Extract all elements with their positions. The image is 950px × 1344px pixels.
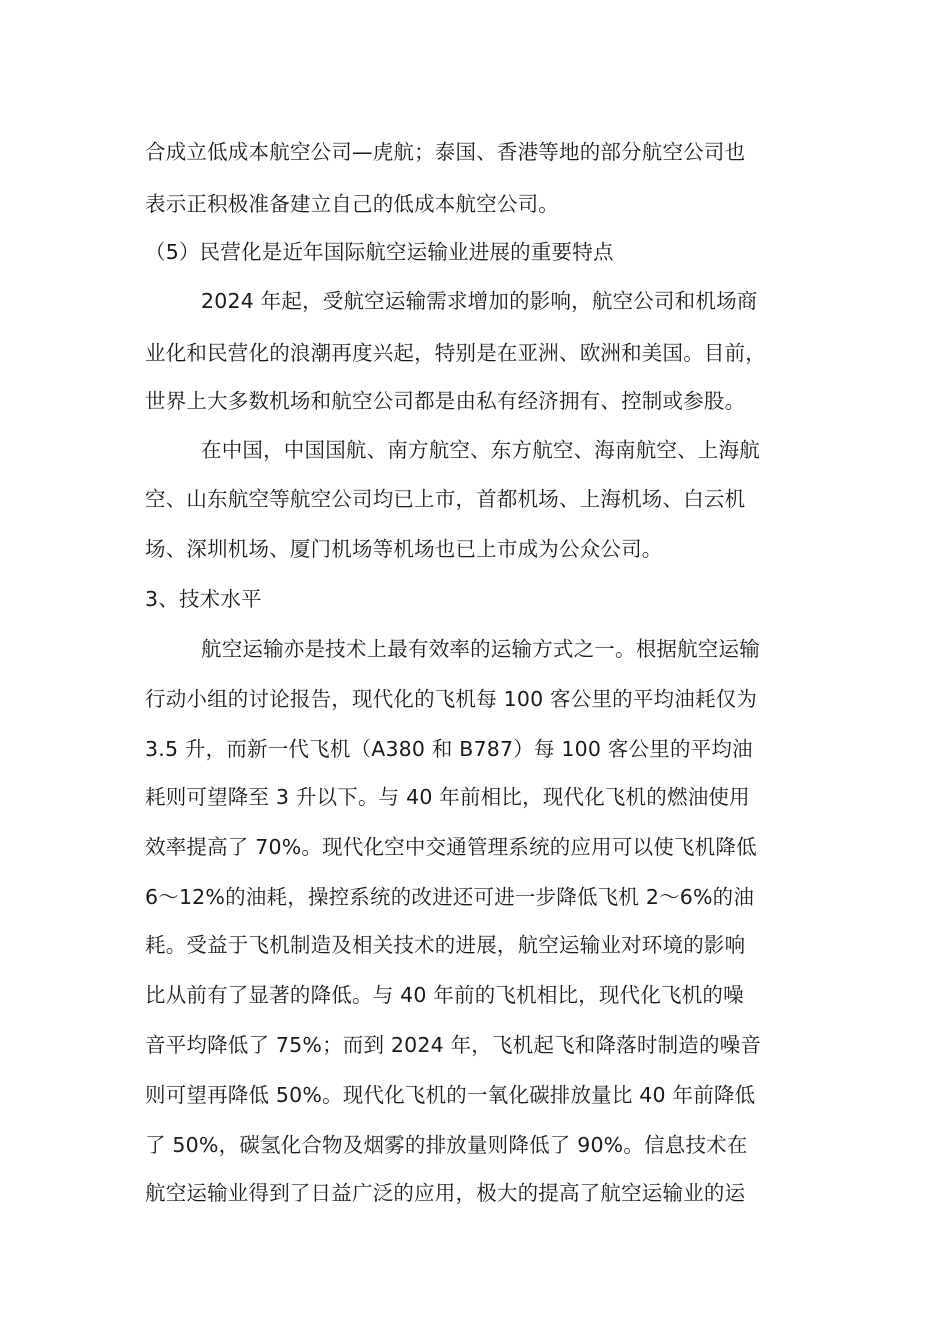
body-text-line: 空、山东航空等航空公司均已上市，首都机场、上海机场、白云机	[145, 487, 746, 511]
body-text-line: 航空运输业得到了日益广泛的应用，极大的提高了航空运输业的运	[145, 1181, 746, 1205]
body-text-line: 音平均降低了 75%；而到 2024 年，飞机起飞和降落时制造的噪音	[145, 1033, 762, 1057]
paragraph-first-line: 航空运输亦是技术上最有效率的运输方式之一。根据航空运输	[201, 637, 760, 661]
body-text-line: 行动小组的讨论报告，现代化的飞机每 100 客公里的平均油耗仅为	[145, 687, 758, 711]
body-text-line: 耗则可望降至 3 升以下。与 40 年前相比，现代化飞机的燃油使用	[145, 785, 750, 809]
paragraph-first-line: 在中国，中国国航、南方航空、东方航空、海南航空、上海航	[201, 438, 760, 462]
body-text-line: 耗。受益于飞机制造及相关技术的进展，航空运输业对环境的影响	[145, 933, 746, 957]
body-text-line: 场、深圳机场、厦门机场等机场也已上市成为公众公司。	[145, 537, 663, 561]
body-text-line: 比从前有了显著的降低。与 40 年前的飞机相比，现代化飞机的噪	[145, 983, 744, 1007]
paragraph-first-line: 2024 年起，受航空运输需求增加的影响，航空公司和机场商	[201, 289, 758, 313]
body-text-line: 表示正积极准备建立自己的低成本航空公司。	[145, 192, 559, 216]
body-text-line: 则可望再降低 50%。现代化飞机的一氧化碳排放量比 40 年前降低	[145, 1083, 756, 1107]
body-text-line: 业化和民营化的浪潮再度兴起，特别是在亚洲、欧洲和美国。目前，	[145, 341, 766, 365]
body-text-line: 世界上大多数机场和航空公司都是由私有经济拥有、控制或参股。	[145, 389, 746, 413]
body-text-line: 3.5 升，而新一代飞机（A380 和 B787）每 100 客公里的平均油	[145, 737, 753, 761]
section-heading: （5）民营化是近年国际航空运输业进展的重要特点	[145, 240, 614, 264]
body-text-line: 效率提高了 70%。现代化空中交通管理系统的应用可以使飞机降低	[145, 835, 757, 859]
body-text-line: 了 50%，碳氢化合物及烟雾的排放量则降低了 90%。信息技术在	[145, 1133, 748, 1157]
body-text-line: 6～12%的油耗，操控系统的改进还可进一步降低飞机 2～6%的油	[145, 885, 755, 909]
section-heading: 3、技术水平	[145, 587, 262, 611]
body-text-line: 合成立低成本航空公司—虎航；泰国、香港等地的部分航空公司也	[145, 140, 746, 164]
